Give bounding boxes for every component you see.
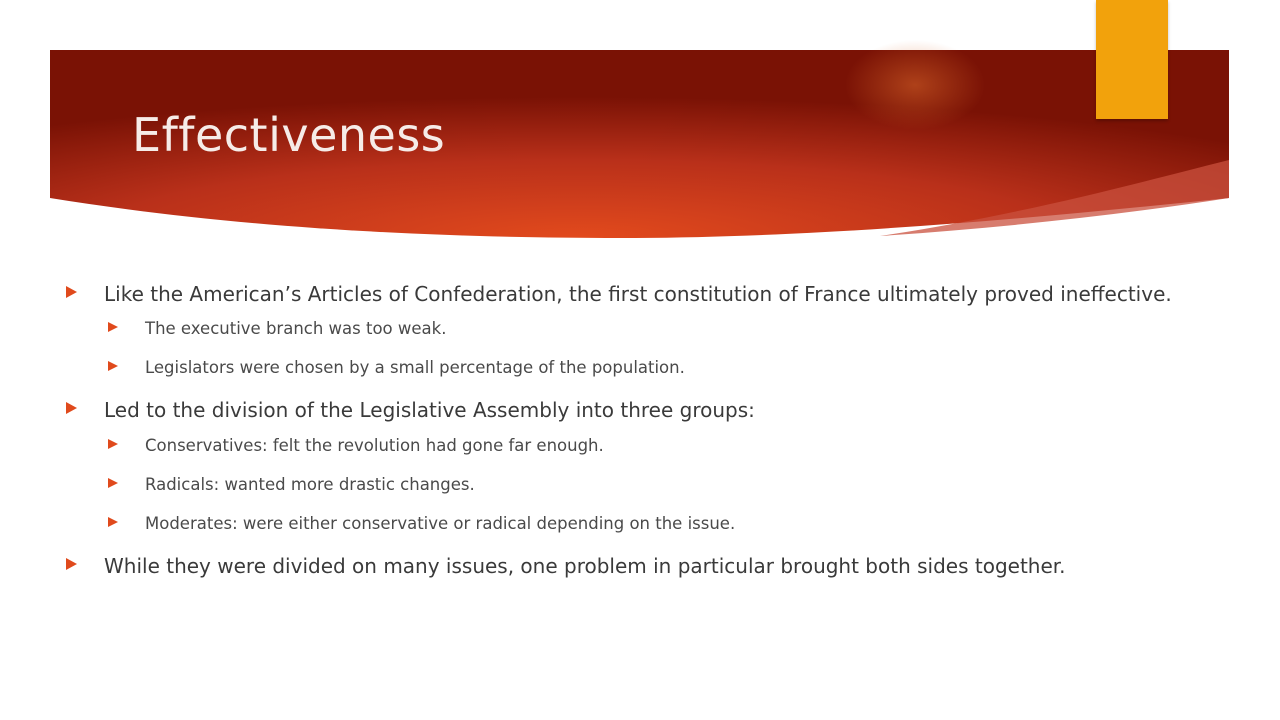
slide-title: Effectiveness [132, 108, 446, 162]
sub-bullet-item [108, 513, 1216, 535]
triangle-right-icon [66, 402, 77, 414]
sub-bullet-item [108, 435, 1216, 457]
bullet-item [66, 396, 1216, 425]
triangle-right-icon [108, 439, 118, 449]
sub-bullet-text: Radicals: wanted more drastic changes. [145, 475, 475, 494]
triangle-right-icon [66, 286, 77, 298]
triangle-right-icon [108, 478, 118, 488]
bullet-item [66, 280, 1216, 309]
accent-tab [1096, 0, 1168, 119]
sub-bullet-text: Conservatives: felt the revolution had gone far enough. [145, 436, 604, 455]
bullet-text: Led to the division of the Legislative Assembly into three groups: [104, 398, 755, 422]
triangle-right-icon [66, 558, 77, 570]
triangle-right-icon [108, 322, 118, 332]
bullet-text: While they were divided on many issues, one problem in particular brought both sides together. [104, 554, 1066, 578]
bullet-text: Like the American’s Articles of Confederation, the first constitution of France ultimately proved ineffective. [104, 282, 1172, 306]
sub-bullet-text: Legislators were chosen by a small percentage of the population. [145, 358, 685, 377]
sub-bullet-item [108, 318, 1216, 340]
bullet-item [66, 552, 1216, 581]
sub-bullet-item [108, 474, 1216, 496]
triangle-right-icon [108, 361, 118, 371]
sub-bullet-item [108, 357, 1216, 379]
bullet-list [66, 280, 1216, 590]
triangle-right-icon [108, 517, 118, 527]
sub-bullet-text: The executive branch was too weak. [145, 319, 447, 338]
sub-bullet-text: Moderates: were either conservative or radical depending on the issue. [145, 514, 736, 533]
